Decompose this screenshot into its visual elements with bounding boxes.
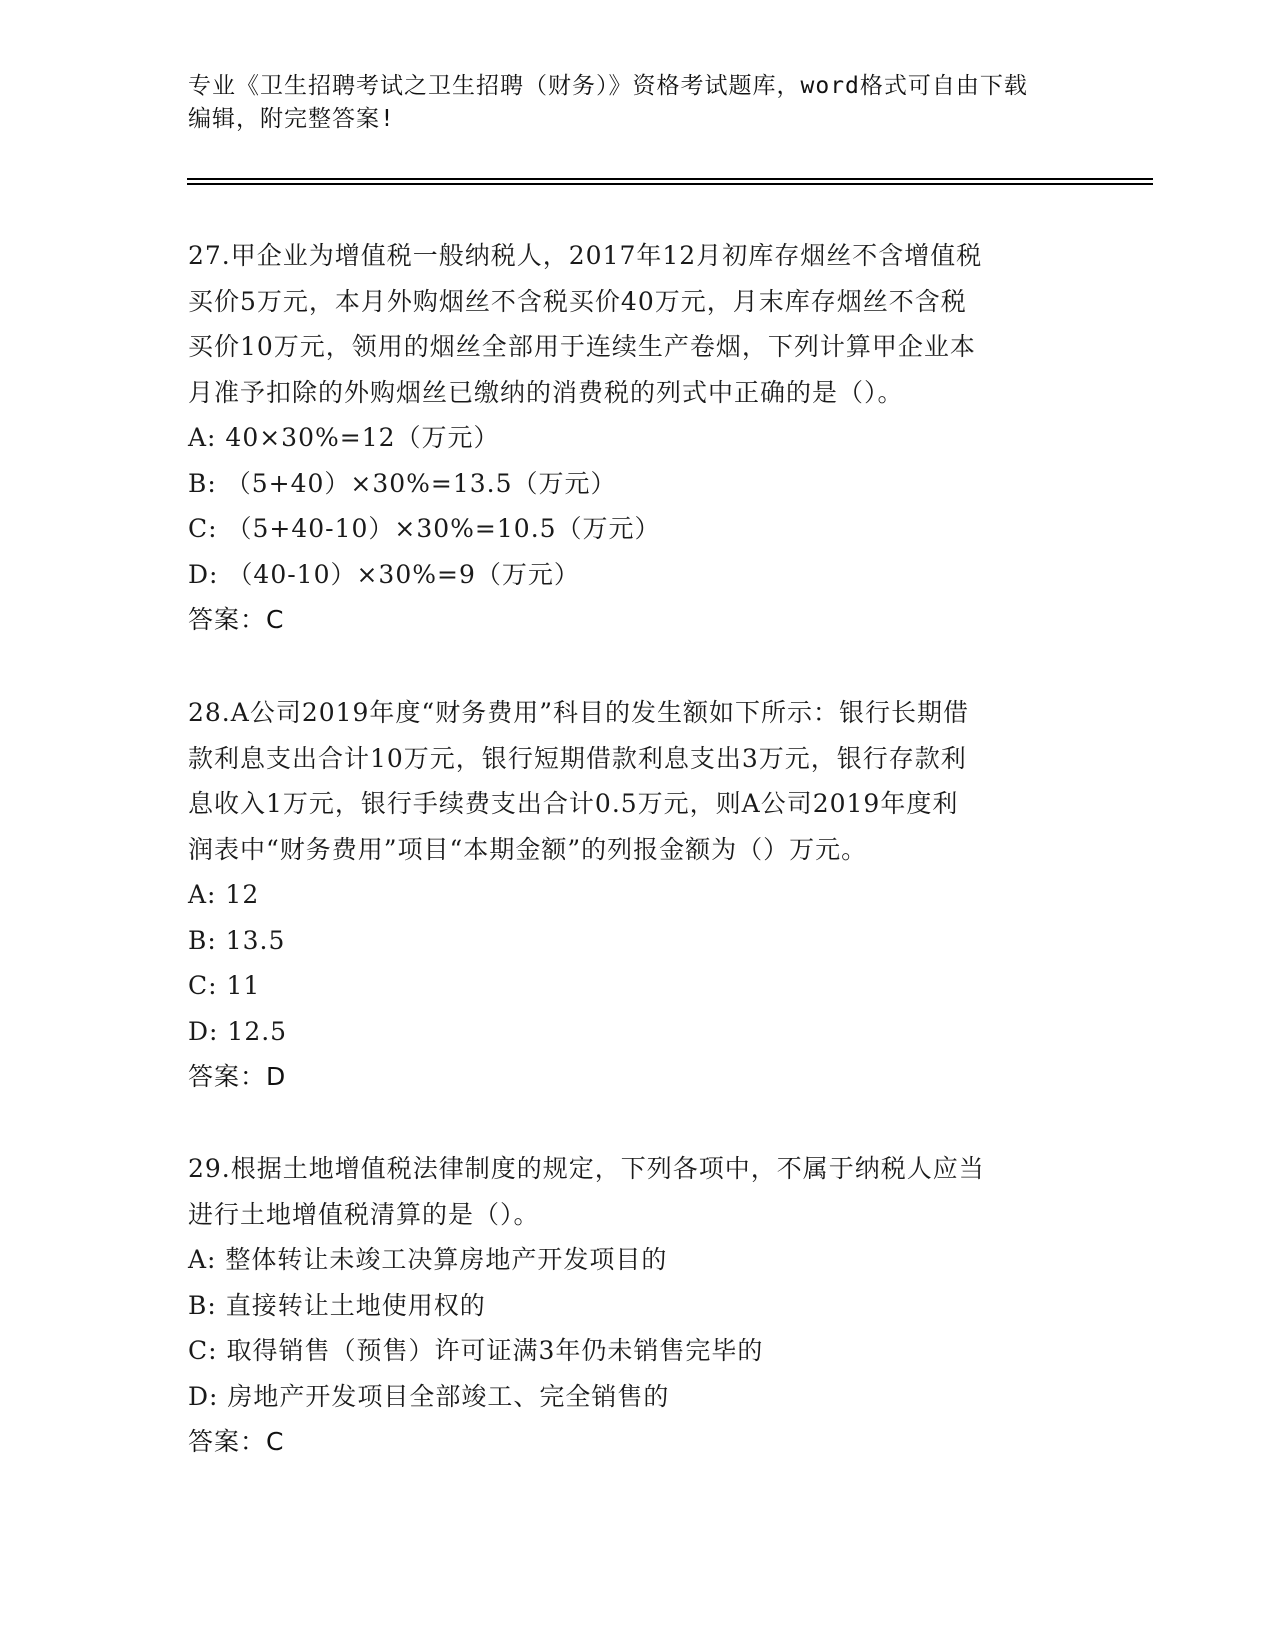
header-line-2: 编辑，附完整答案! — [188, 106, 395, 132]
option-d: D: 12.5 — [188, 1016, 288, 1046]
option-b: B: 直接转让土地使用权的 — [188, 1290, 486, 1320]
question-29 — [188, 1146, 1078, 1465]
option-a: A: 整体转让未竣工决算房地产开发项目的 — [188, 1245, 668, 1274]
option-b: B: （5+40）×30%=13.5（万元） — [188, 468, 617, 498]
question-stem-line: 款利息支出合计10万元，银行短期借款利息支出3万元，银行存款利 — [188, 743, 967, 773]
question-stem-line: 润表中“财务费用”项目“本期金额”的列报金额为（）万元。 — [188, 834, 868, 864]
option-d: D: 房地产开发项目全部竣工、完全销售的 — [188, 1381, 670, 1411]
header-divider-top — [187, 178, 1153, 180]
question-stem-line: 买价10万元，领用的烟丝全部用于连续生产卷烟，下列计算甲企业本 — [188, 332, 976, 361]
document-header — [188, 70, 1088, 136]
question-stem-line: 29.根据土地增值税法律制度的规定，下列各项中，不属于纳税人应当 — [188, 1154, 985, 1183]
option-c: C: （5+40-10）×30%=10.5（万元） — [188, 514, 661, 543]
answer-label: 答案：D — [188, 1062, 287, 1091]
option-a: A: 12 — [188, 880, 260, 909]
header-divider-bottom — [187, 183, 1153, 185]
question-stem-line: 进行土地增值税清算的是（）。 — [188, 1199, 540, 1229]
answer-label: 答案：C — [188, 1427, 285, 1456]
option-d: D: （40-10）×30%=9（万元） — [188, 559, 580, 589]
question-stem-line: 买价5万元，本月外购烟丝不含税买价40万元，月末库存烟丝不含税 — [188, 286, 967, 316]
question-28 — [188, 690, 1078, 1100]
option-b: B: 13.5 — [188, 925, 286, 955]
option-c: C: 取得销售（预售）许可证满3年仍未销售完毕的 — [188, 1336, 764, 1365]
question-stem-line: 28.A公司2019年度“财务费用”科目的发生额如下所示：银行长期借 — [188, 698, 969, 727]
option-a: A: 40×30%=12（万元） — [188, 423, 500, 452]
question-stem-line: 月准予扣除的外购烟丝已缴纳的消费税的列式中正确的是（）。 — [188, 377, 904, 407]
header-line-1: 专业《卫生招聘考试之卫生招聘（财务）》资格考试题库，word格式可自由下载 — [188, 73, 1028, 99]
option-c: C: 11 — [188, 971, 261, 1000]
question-stem-line: 息收入1万元，银行手续费支出合计0.5万元，则A公司2019年度利 — [188, 789, 959, 818]
answer-label: 答案：C — [188, 605, 285, 634]
question-27 — [188, 233, 1078, 643]
question-stem-line: 27.甲企业为增值税一般纳税人，2017年12月初库存烟丝不含增值税 — [188, 241, 983, 270]
